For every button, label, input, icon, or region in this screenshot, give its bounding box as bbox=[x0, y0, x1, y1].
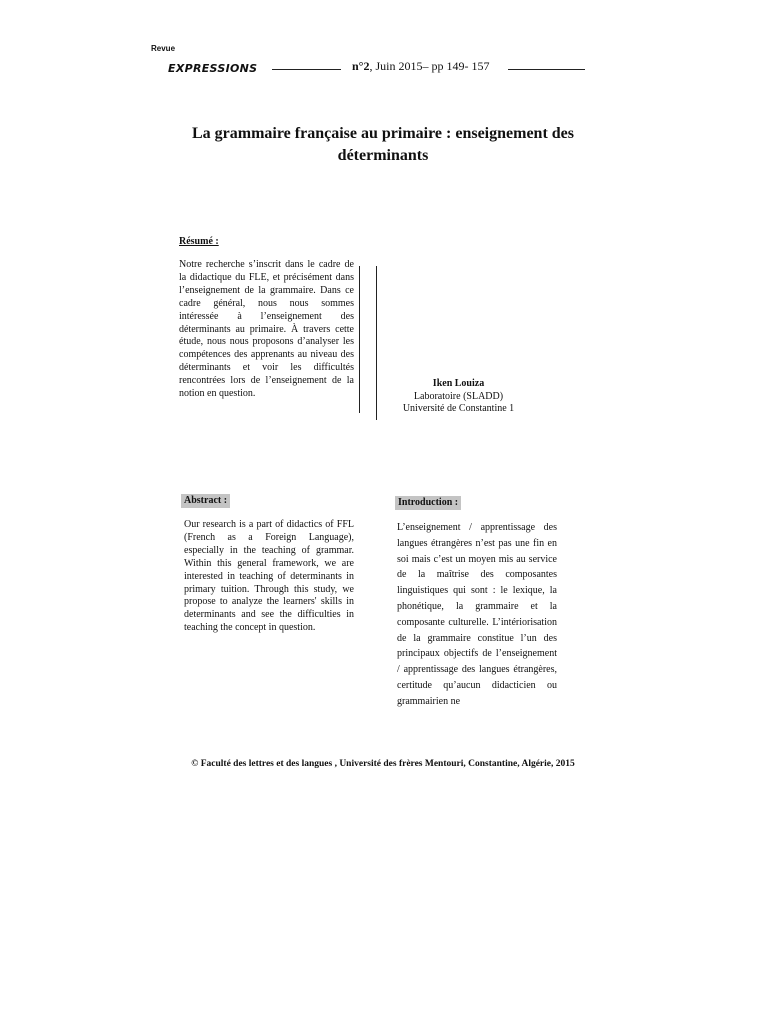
title-line-1: La grammaire française au primaire : enseignement des bbox=[191, 125, 574, 142]
resume-heading: Résumé : bbox=[179, 236, 219, 247]
copyright-footer: © Faculté des lettres et des langues , Université des frères Mentouri, Constantine, Algérie, 2015 bbox=[191, 759, 575, 769]
author-name: Iken Louiza bbox=[432, 378, 485, 389]
abstract-heading: Abstract : bbox=[181, 494, 230, 508]
issue-date-pages: , Juin 2015– pp 149- 157 bbox=[369, 59, 490, 73]
article-title bbox=[150, 123, 616, 167]
title-line-2: déterminants bbox=[337, 147, 429, 164]
issue-number: n°2 bbox=[352, 59, 370, 73]
author-lab: Laboratoire (SLADD) bbox=[413, 390, 504, 402]
issue-info bbox=[352, 59, 489, 74]
author-university: Université de Constantine 1 bbox=[402, 403, 515, 414]
introduction-heading: Introduction : bbox=[395, 496, 461, 510]
header-rule-right bbox=[508, 69, 585, 70]
introduction-text: L’enseignement / apprentissage des langues étrangères n’est pas une fin en soi mais c’est un moyen mis au service de la maîtrise des composantes linguistiques qui sont : le lexique, la phonétique, la grammaire et la composante culturelle. L’intériorisation de la grammaire constitue l’un des principaux objectifs de l’enseignement / apprentissage des langues étrangères, certitude qu’aucun didacticien ou grammairien ne bbox=[397, 522, 557, 707]
resume-text: Notre recherche s’inscrit dans le cadre de la didactique du FLE, et précisément dans l’enseignement de la grammaire. Dans ce cadre général, nous nous sommes intéressée à l’enseignement des déterminants au primaire. À travers cette étude, nous nous proposons d’analyser les compétences des apprenants au niveau des déterminants et voir les difficultés rencontrées lors de l’enseignement de la notion en question. bbox=[179, 259, 354, 400]
journal-name: EXPRESSIONS bbox=[168, 62, 258, 75]
header-rule-left bbox=[272, 69, 341, 70]
column-divider-left bbox=[359, 266, 360, 413]
revue-label: Revue bbox=[151, 44, 176, 53]
abstract-text: Our research is a part of didactics of FFL (French as a Foreign Language), especially in the teaching of grammar. Within this general framework, we are interested in teaching of determinants in primary tuition. Through this study, we propose to analyze the learners' skills in determinants and see the difficulties in teaching the concept in question. bbox=[184, 519, 354, 634]
author-block bbox=[376, 378, 541, 416]
